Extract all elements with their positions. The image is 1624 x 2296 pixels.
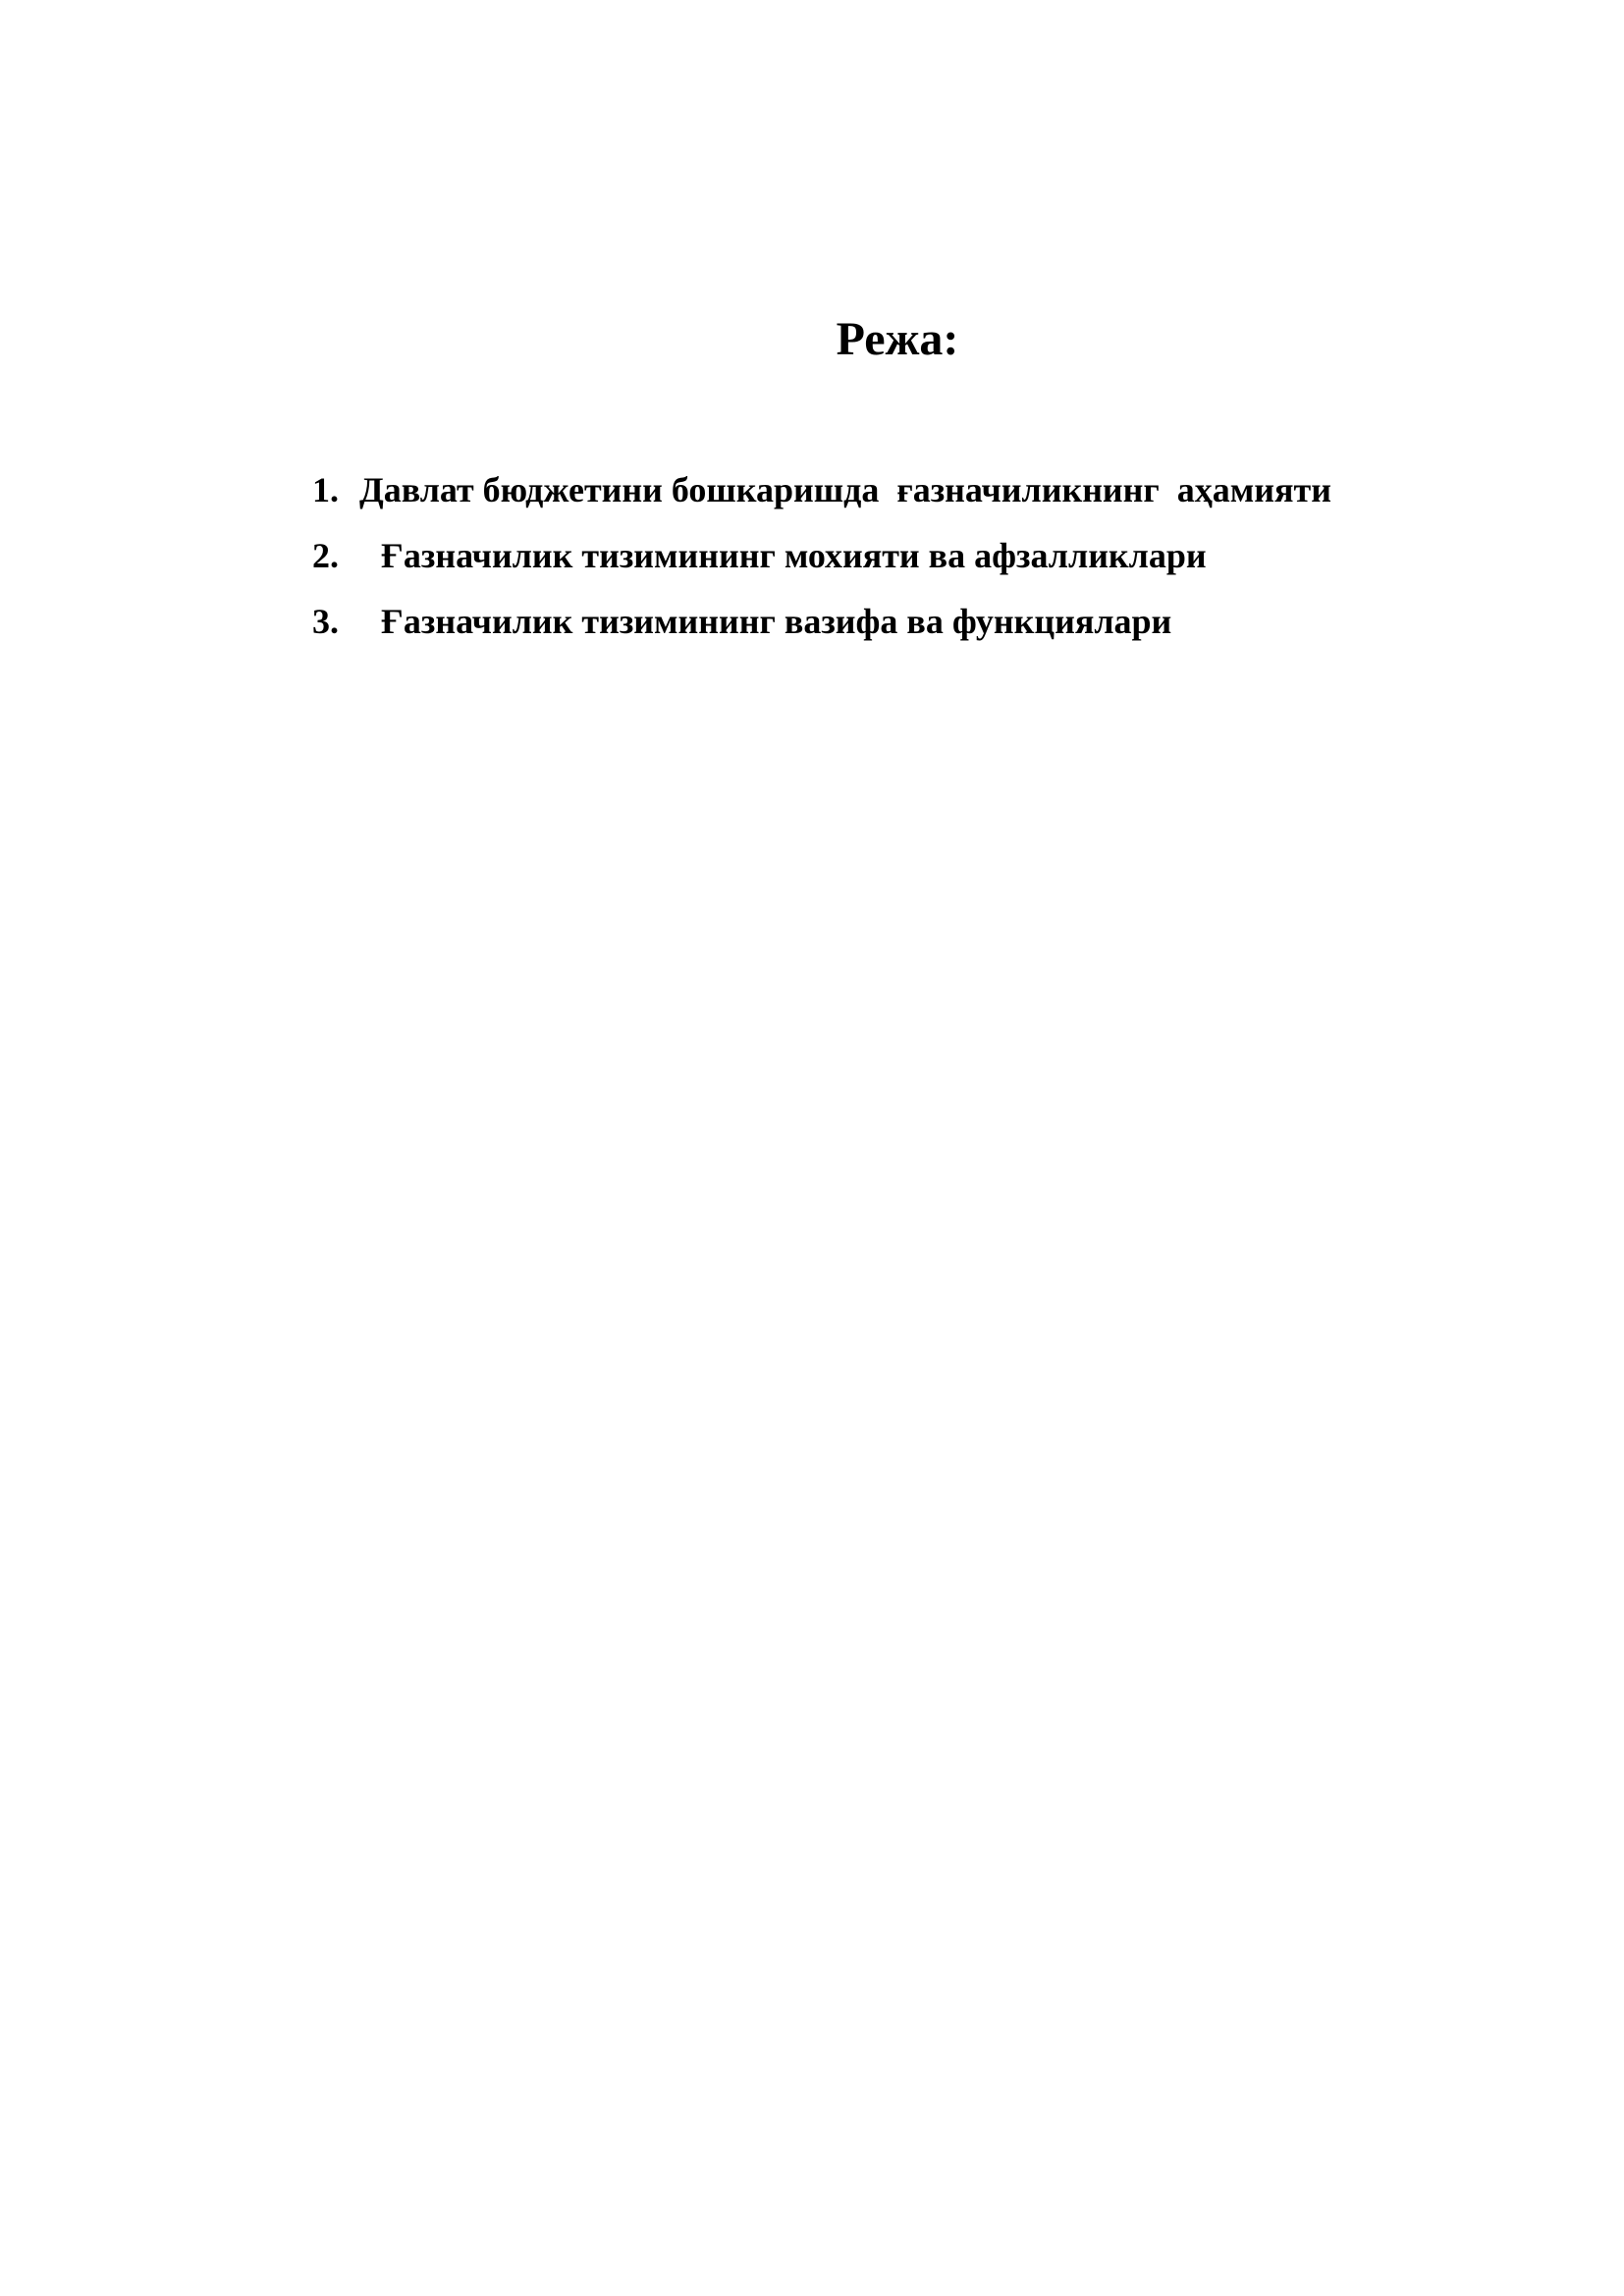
plan-list <box>312 469 1331 667</box>
plan-item-number: 3. <box>312 602 339 641</box>
plan-item-1 <box>312 469 1331 535</box>
page-title: Режа: <box>836 313 959 365</box>
plan-item-2 <box>312 535 1331 601</box>
plan-item-number: 1. <box>312 470 339 509</box>
plan-item-number: 2. <box>312 536 339 575</box>
plan-item-3 <box>312 601 1331 667</box>
plan-item-text: Ғазначилик тизимининг мохияти ва афзалликлари <box>381 536 1207 575</box>
plan-item-text: Ғазначилик тизимининг вазифа ва функциялари <box>381 602 1172 641</box>
plan-item-text: Давлат бюджетини бошкаришда ғазначиликнинг аҳамияти <box>359 470 1331 509</box>
